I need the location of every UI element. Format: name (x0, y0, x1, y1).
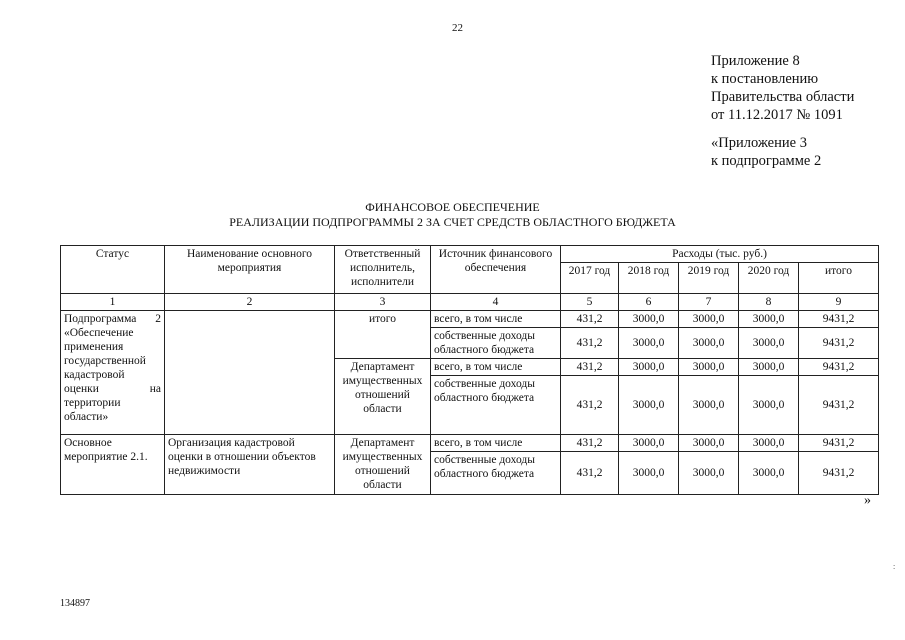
header-year-2018: 2018 год (619, 263, 679, 294)
value-cell: 3000,0 (679, 311, 739, 328)
value-cell: 3000,0 (739, 452, 799, 495)
value-cell: 9431,2 (799, 328, 879, 359)
column-number: 2 (165, 294, 335, 311)
value-cell: 3000,0 (619, 452, 679, 495)
measure-name: Организация кадастровой оценки в отношении объектов недвижимости (165, 435, 335, 495)
financing-table (60, 245, 879, 495)
subprogram-status: Подпрограмма 2 «Обеспечение применения государственной кадастровой оценки на территории области» (61, 311, 165, 435)
value-cell: 431,2 (561, 376, 619, 435)
column-number: 1 (61, 294, 165, 311)
column-number: 6 (619, 294, 679, 311)
subprogram-total-label: итого (335, 311, 431, 359)
value-cell: 431,2 (561, 452, 619, 495)
appendix-sub-line: к подпрограмме 2 (711, 153, 822, 169)
header-year-2017: 2017 год (561, 263, 619, 294)
value-cell: 3000,0 (679, 376, 739, 435)
value-cell: 3000,0 (739, 328, 799, 359)
value-cell: 9431,2 (799, 311, 879, 328)
value-cell: 3000,0 (619, 328, 679, 359)
header-total: итого (799, 263, 879, 294)
value-cell: 9431,2 (799, 359, 879, 376)
column-number: 8 (739, 294, 799, 311)
closing-quote: » (864, 493, 871, 508)
appendix-line: Приложение 8 (711, 53, 800, 69)
value-cell: 431,2 (561, 311, 619, 328)
value-cell: 3000,0 (679, 452, 739, 495)
source-cell: собственные доходы областного бюджета (431, 452, 561, 495)
value-cell: 3000,0 (739, 435, 799, 452)
appendix-line: Правительства области (711, 89, 855, 105)
value-cell: 3000,0 (619, 435, 679, 452)
value-cell: 3000,0 (679, 328, 739, 359)
subprogram-measure (165, 311, 335, 435)
value-cell: 9431,2 (799, 435, 879, 452)
source-cell: собственные доходы областного бюджета (431, 376, 561, 435)
value-cell: 431,2 (561, 359, 619, 376)
source-cell: всего, в том числе (431, 311, 561, 328)
appendix-line: к постановлению (711, 71, 819, 87)
column-number: 4 (431, 294, 561, 311)
appendix-sub-line: «Приложение 3 (711, 135, 807, 151)
appendix-reference (711, 52, 854, 170)
value-cell: 431,2 (561, 328, 619, 359)
header-executor: Ответственный исполнитель, исполнители (335, 246, 431, 294)
value-cell: 9431,2 (799, 452, 879, 495)
table-header-row (61, 246, 879, 263)
measure-status: Основное мероприятие 2.1. (61, 435, 165, 495)
header-year-2020: 2020 год (739, 263, 799, 294)
column-number: 9 (799, 294, 879, 311)
header-measure: Наименование основного мероприятия (165, 246, 335, 294)
value-cell: 3000,0 (739, 311, 799, 328)
header-year-2019: 2019 год (679, 263, 739, 294)
value-cell: 431,2 (561, 435, 619, 452)
appendix-line: от 11.12.2017 № 1091 (711, 107, 843, 123)
executor-cell: Департамент имущественных отношений области (335, 359, 431, 435)
column-number: 7 (679, 294, 739, 311)
value-cell: 9431,2 (799, 376, 879, 435)
source-cell: всего, в том числе (431, 359, 561, 376)
header-expenses: Расходы (тыс. руб.) (561, 246, 879, 263)
column-number: 5 (561, 294, 619, 311)
value-cell: 3000,0 (679, 435, 739, 452)
value-cell: 3000,0 (679, 359, 739, 376)
margin-mark: : (893, 562, 896, 571)
value-cell: 3000,0 (739, 359, 799, 376)
page-number: 22 (452, 22, 463, 34)
document-subtitle: РЕАЛИЗАЦИИ ПОДПРОГРАММЫ 2 ЗА СЧЕТ СРЕДСТВ ОБЛАСТНОГО БЮДЖЕТА (229, 215, 676, 229)
header-status: Статус (61, 246, 165, 294)
column-number-row (61, 294, 879, 311)
value-cell: 3000,0 (619, 311, 679, 328)
document-title: ФИНАНСОВОЕ ОБЕСПЕЧЕНИЕ (365, 200, 540, 214)
table-row (61, 435, 879, 452)
table-row (61, 311, 879, 328)
executor-cell: Департамент имущественных отношений области (335, 435, 431, 495)
value-cell: 3000,0 (619, 359, 679, 376)
value-cell: 3000,0 (739, 376, 799, 435)
value-cell: 3000,0 (619, 376, 679, 435)
column-number: 3 (335, 294, 431, 311)
source-cell: всего, в том числе (431, 435, 561, 452)
document-code: 134897 (60, 598, 90, 609)
header-source: Источник финансового обеспечения (431, 246, 561, 294)
source-cell: собственные доходы областного бюджета (431, 328, 561, 359)
